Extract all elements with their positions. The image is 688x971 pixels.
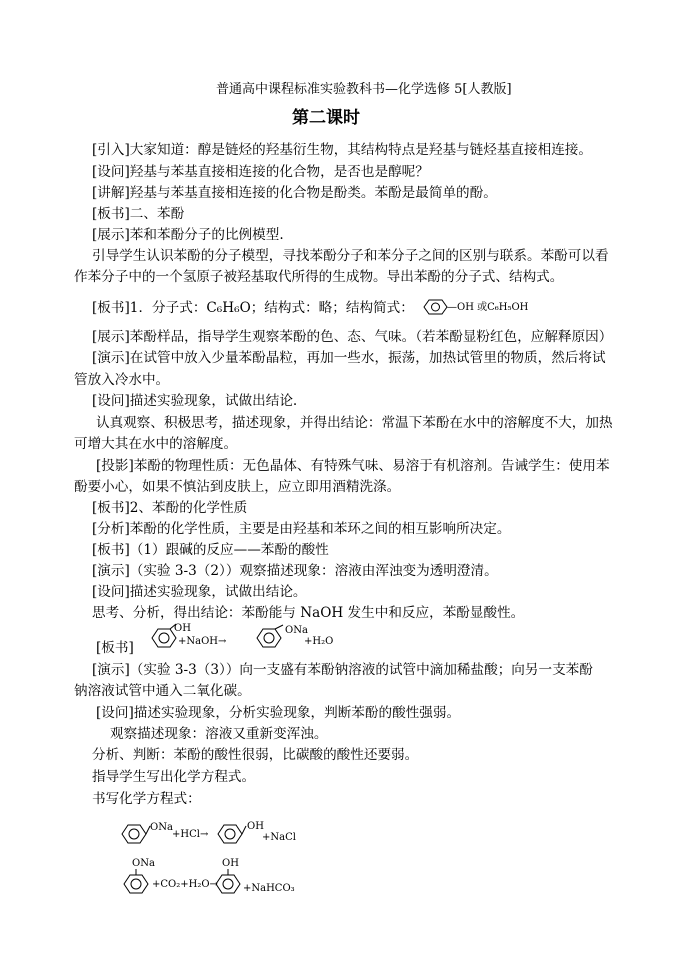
- equation-text: +NaHCO₃: [243, 883, 295, 894]
- text-line: [板书]（1）跟碱的反应——苯酚的酸性: [92, 542, 329, 558]
- text-line: [设问]羟基与苯基直接相连接的化合物，是否也是醇呢？: [92, 164, 429, 180]
- text-line: [设问]描述实验现象，分析实验现象，判断苯酚的酸性强弱。: [96, 705, 461, 721]
- equation-text: +NaOH→: [178, 636, 227, 647]
- benzene-ring-icon: [122, 866, 152, 898]
- substituent-label: OH: [174, 623, 191, 634]
- text-line: [分析]苯酚的化学性质，主要是由羟基和苯环之间的相互影响所决定。: [92, 521, 511, 537]
- lesson-title: 第二课时: [292, 108, 360, 128]
- document-header: 普通高中课程标准实验教科书—化学选修 5[人教版]: [216, 82, 512, 97]
- substituent-label: OH: [222, 858, 239, 869]
- text-line: [板书]: [96, 640, 134, 656]
- text-line: 钠溶液试管中通入二氧化碳。: [74, 683, 251, 699]
- text-line: 指导学生写出化学方程式。: [92, 769, 256, 785]
- text-line: [投影]苯酚的物理性质：无色晶体、有特殊气味、易溶于有机溶剂。告诫学生：使用苯: [96, 458, 610, 474]
- text-line: 作苯分子中的一个氢原子被羟基取代所得的生成物。导出苯酚的分子式、结构式。: [74, 269, 564, 285]
- benzene-ring-icon: [120, 822, 150, 846]
- text-line: 认真观察、积极思考，描述现象，并得出结论：常温下苯酚在水中的溶解度不大，加热: [96, 415, 613, 431]
- text-line: 分析、判断：苯酚的酸性很弱，比碳酸的酸性还要弱。: [92, 747, 419, 763]
- text-line: 观察描述现象：溶液又重新变浑浊。: [110, 726, 328, 742]
- text-line: 可增大其在水中的溶解度。: [74, 436, 238, 452]
- text-line: [板书]1．分子式：C₆H₆O；结构式：略；结构简式：: [92, 300, 414, 316]
- text-line: 引导学生认识苯酚的分子模型，寻找苯酚分子和苯分子之间的区别与联系。苯酚可以看: [92, 248, 609, 264]
- equation-text: +CO₂+H₂O→: [152, 879, 218, 890]
- text-line: 酚要小心，如果不慎沾到皮肤上，应立即用酒精洗涤。: [74, 479, 401, 495]
- benzene-ring-icon: [214, 866, 244, 898]
- formula-text: —OH 或C₆H₅OH: [447, 302, 529, 313]
- text-line: 管放入冷水中。: [74, 372, 170, 388]
- equation-text: +NaCl: [262, 832, 296, 843]
- text-line: [讲解]羟基与苯基直接相连接的化合物是酚类。苯酚是最简单的酚。: [92, 185, 497, 201]
- substituent-label: ONa: [150, 822, 173, 833]
- text-line: [板书]二、苯酚: [92, 206, 185, 222]
- substituent-label: OH: [247, 821, 264, 832]
- text-line: [演示]在试管中放入少量苯酚晶粒，再加一些水，振荡，加热试管里的物质，然后将试: [92, 350, 606, 366]
- substituent-label: ONa: [132, 858, 155, 869]
- text-line: [引入]大家知道：醇是链烃的羟基衍生物，其结构特点是羟基与链烃基直接相连接。: [92, 142, 592, 158]
- benzene-ring-icon: [255, 626, 283, 650]
- text-line: [展示]苯和苯酚分子的比例模型.: [92, 227, 284, 243]
- text-line: 书写化学方程式：: [92, 791, 201, 807]
- text-line: [设问]描述实验现象，试做出结论.: [92, 393, 298, 409]
- text-line: [板书]2、苯酚的化学性质: [92, 500, 248, 516]
- text-line: [展示]苯酚样品，指导学生观察苯酚的色、态、气味。（若苯酚显粉红色，应解释原因）: [92, 329, 613, 345]
- equation-text: +H₂O: [304, 636, 334, 647]
- substituent-label: ONa: [285, 625, 308, 636]
- text-line: [演示]（实验 3-3（3））向一支盛有苯酚钠溶液的试管中滴加稀盐酸；向另一支苯酚: [92, 662, 593, 678]
- text-line: 思考、分析，得出结论：苯酚能与 NaOH 发生中和反应，苯酚显酸性。: [92, 605, 525, 621]
- text-line: [演示]（实验 3-3（2））观察描述现象：溶液由浑浊变为透明澄清。: [92, 563, 498, 579]
- text-line: [设问]描述实验现象，试做出结论。: [92, 584, 307, 600]
- benzene-ring-icon: [216, 822, 246, 846]
- equation-text: +HCl→: [172, 829, 209, 840]
